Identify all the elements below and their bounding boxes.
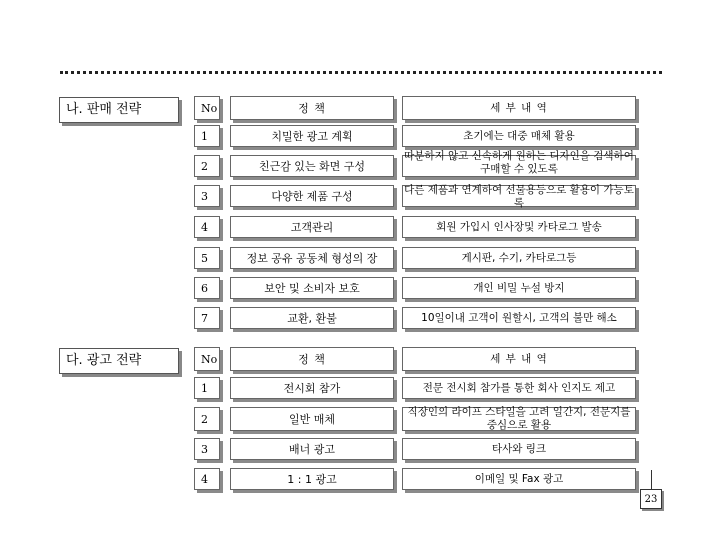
header-no: No (194, 96, 220, 120)
row-detail (402, 185, 636, 207)
row-policy: 친근감 있는 화면 구성 (230, 155, 394, 177)
row-no: 2 (194, 407, 220, 431)
header-policy: 정 책 (230, 96, 394, 120)
row-policy: 다양한 제품 구성 (230, 185, 394, 207)
row-policy: 보안 및 소비자 보호 (230, 277, 394, 299)
row-policy: 1 : 1 광고 (230, 468, 394, 490)
row-detail: 게시판, 수기, 카타로그등 (402, 247, 636, 269)
row-policy: 정보 공유 공동체 형성의 장 (230, 247, 394, 269)
section-label-ad-strategy: 다. 광고 전략 (59, 348, 179, 374)
row-detail-text: 따분하지 않고 신속하게 원하는 디자인을 검색하여 구매할 수 있도록 (404, 150, 634, 175)
row-policy: 배너 광고 (230, 438, 394, 460)
row-no: 1 (194, 125, 220, 147)
row-detail (402, 407, 636, 431)
row-detail (402, 150, 636, 177)
row-no: 7 (194, 307, 220, 329)
page-number: 23 (640, 489, 662, 509)
row-no: 2 (194, 155, 220, 177)
row-detail: 초기에는 대중 매체 활용 (402, 125, 636, 147)
row-detail: 전문 전시회 참가를 통한 회사 인지도 제고 (402, 377, 636, 399)
row-policy: 고객관리 (230, 216, 394, 238)
header-detail: 세 부 내 역 (402, 96, 636, 120)
row-detail: 개인 비밀 누설 방지 (402, 277, 636, 299)
row-detail-text: 직장인의 라이프 스타일을 고려 일간지, 전문지를 중심으로 활용 (407, 406, 631, 431)
row-detail: 타사와 링크 (402, 438, 636, 460)
row-no: 6 (194, 277, 220, 299)
row-policy: 전시회 참가 (230, 377, 394, 399)
row-no: 5 (194, 247, 220, 269)
dotted-divider (60, 71, 662, 74)
row-no: 3 (194, 438, 220, 460)
row-detail: 회원 가입시 인사장및 카타로그 발송 (402, 216, 636, 238)
row-no: 4 (194, 468, 220, 490)
row-detail: 10일이내 고객이 원할시, 고객의 불만 해소 (402, 307, 636, 329)
header-policy: 정 책 (230, 347, 394, 371)
section-label-sales-strategy: 나. 판매 전략 (59, 97, 179, 123)
row-no: 1 (194, 377, 220, 399)
row-detail: 이메일 및 Fax 광고 (402, 468, 636, 490)
row-no: 3 (194, 185, 220, 207)
row-policy: 일반 매체 (230, 407, 394, 431)
header-detail: 세 부 내 역 (402, 347, 636, 371)
row-detail-text: 다른 제품과 연계하여 선물용등으로 활용이 가능토록 (404, 184, 634, 209)
row-policy: 교환, 환불 (230, 307, 394, 329)
row-no: 4 (194, 216, 220, 238)
row-policy: 치밀한 광고 계획 (230, 125, 394, 147)
page-number-connector (651, 470, 652, 489)
header-no: No (194, 347, 220, 371)
